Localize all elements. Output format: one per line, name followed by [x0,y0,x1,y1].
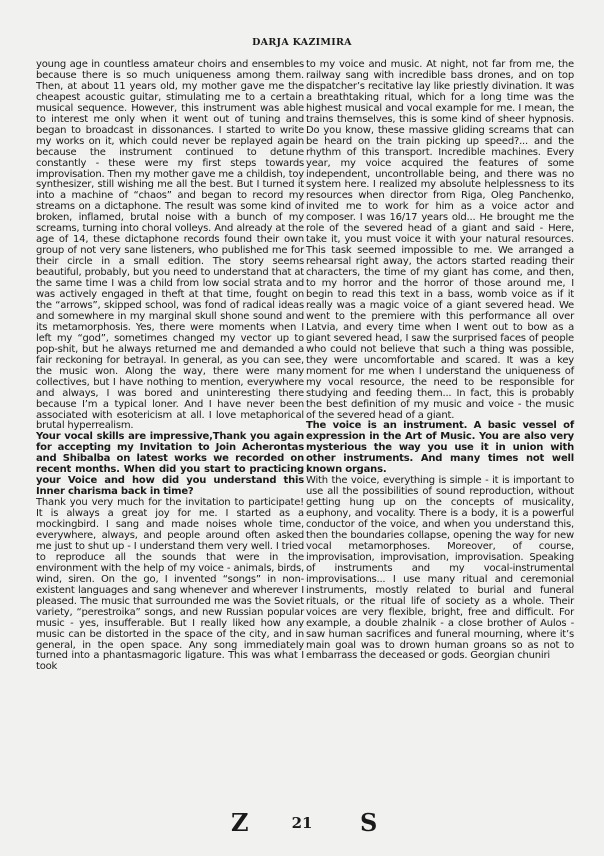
interview-question: Your vocal skills are impressive,Thank you again for accepting my Invitation to Join Acherontas and Shibalba on latest works we recorded on recent months. When did you start to practicing your Voice and how did you understand this Inner charisma back in time? [36,431,304,498]
paragraph: young age in countless amateur choirs and ensembles because there is so much uniqueness among them. Then, at about 11 years old, my mother gave me the cheapest acoustic guitar, stimulating me to a certain musical sequence. However, this instrument was able to interest me only when it went out of tuning and began to broadcast in dissonances. I started to write my works on it, which could never be replayed again because the instrument continued to detune constantly - these were my first steps towards improvisation. Then my mother gave me a childish, toy synthesizer, still wishing me all the best. But I turned it into a machine of “chaos” and began to record my streams on a dictaphone. The result was some kind of broken, inflamed, brutal noise with a bunch of my screams, turning into choral volleys. And already at the age of 14, these dictaphone records found their own group of not very sane listeners, who published me for their circle in a small edition. The story seems beautiful, probably, but you need to understand that at the same time I was a child from low social strata and was actively engaged in theft at that time, fought on the “arrows”, skipped school, was fond of radical ideas and somewhere in my marginal skull shone sound and its metamorphosis. Yes, there were moments when I left my “god”, sometimes changed my vector up to pop-shit, but he always returned me and demanded a fair reckoning for betrayal. In general, as you can see, the music won. Along the way, there were many collectives, but I have nothing to mention, everywhere and always, I was bored and uninteresting there because I’m a typical loner. And I have never been associated with esotericism at all. I love metaphorical brutal hyperrealism. [36,59,304,432]
interview-question: The voice is an instrument. A basic vessel of expression in the Art of Music. You are also very mysterious the way you use it in union with other instruments. And many times not well known organs. [306,420,574,476]
s-ornament-icon: S [360,808,378,837]
page-number: 21 [291,814,313,832]
paragraph: With the voice, everything is simple - it is important to use all the possibilities of sound reproduction, without getting hung up on the concepts of musicality, euphony, and vocality. There is a body, it is a powerful conductor of the voice, and when you understand this, then the boundaries collapse, opening the way for new vocal metamorphoses. Moreover, of course, improvisation, improvisation, improvisation. Speaking of instruments and my vocal-instrumental improvisations... I use many ritual and ceremonial instruments, mostly related to burial and funeral rituals, or the ritual life of society as a whole. Their voices are very flexible, bright, free and difficult. For example, a double zhalnik - a close brother of Aulos - saw human sacrifices and funeral mourning, where it’s main goal was to drown human groans so as not to embarrass the deceased or gods. Georgian chuniri [306,475,574,662]
paragraph: to my voice and music. At night, not far from me, the railway sang with incredible bass drones, and on top dispatcher’s recitative lay like priestly divination. It was a breathtaking ritual, which for a long time was the highest musical and vocal example for me. I mean, the trains themselves, this is some kind of sheer hypnosis. Do you know, these massive gliding screams that can be heard on the train picking up speed?... and the rhythm of this transport. Incredible machines. Every year, my voice acquired the features of some independent, uncontrollable being, and there was no system here. I realized my absolute helplessness to its resources when director from Riga, Oleg Panchenko, invited me to work for him as a voice actor and composer. I was 16/17 years old... He brought me the role of the severed head of a giant and said - Here, take it, you must voice it with your natural resources. This task seemed impossible to me. We arranged a rehearsal right away, the actors started reading their characters, the time of my giant has come, and then, to my horror and the horror of those around me, I begin to read this text in a bass, womb voice as if it really was a magic voice of a giant severed head. We went to the premiere with this performance all over Latvia, and every time when I went out to bow as a giant severed head, I saw the surprised faces of people who could not believe that such a thing was possible, they were uncomfortable and scared. It was a key moment for me when I understand the uniqueness of my vocal resource, the need to be responsible for studying and feeding them... In fact, this is probably the best definition of my music and voice - the music of the severed head of a giant. [306,59,574,421]
page-footer [0,808,604,848]
left-column [36,60,304,673]
paragraph: Thank you very much for the invitation to participate! It is always a great joy for me. I started as a mockingbird. I sang and made noises whole time, everywhere, always, and people around often asked me just to shut up - I understand them very well. I tried to reproduce all the sounds that were in the environment with the help of my voice - animals, birds, wind, siren. On the go, I invented “songs” in non-existent languages and sang whenever and wherever I pleased. The music that surrounded me was the Soviet variety, “perestroika” songs, and new Russian popular music - yes, insufferable. But I really liked how any music can be distorted in the space of the city, and in general, in the open space. Any song immediately turned into a phantasmagoric ligature. This was what I took [36,497,304,673]
page-header: DARJA KAZIMIRA [252,37,352,48]
right-column [306,60,574,662]
z-ornament-icon: Z [231,808,249,837]
